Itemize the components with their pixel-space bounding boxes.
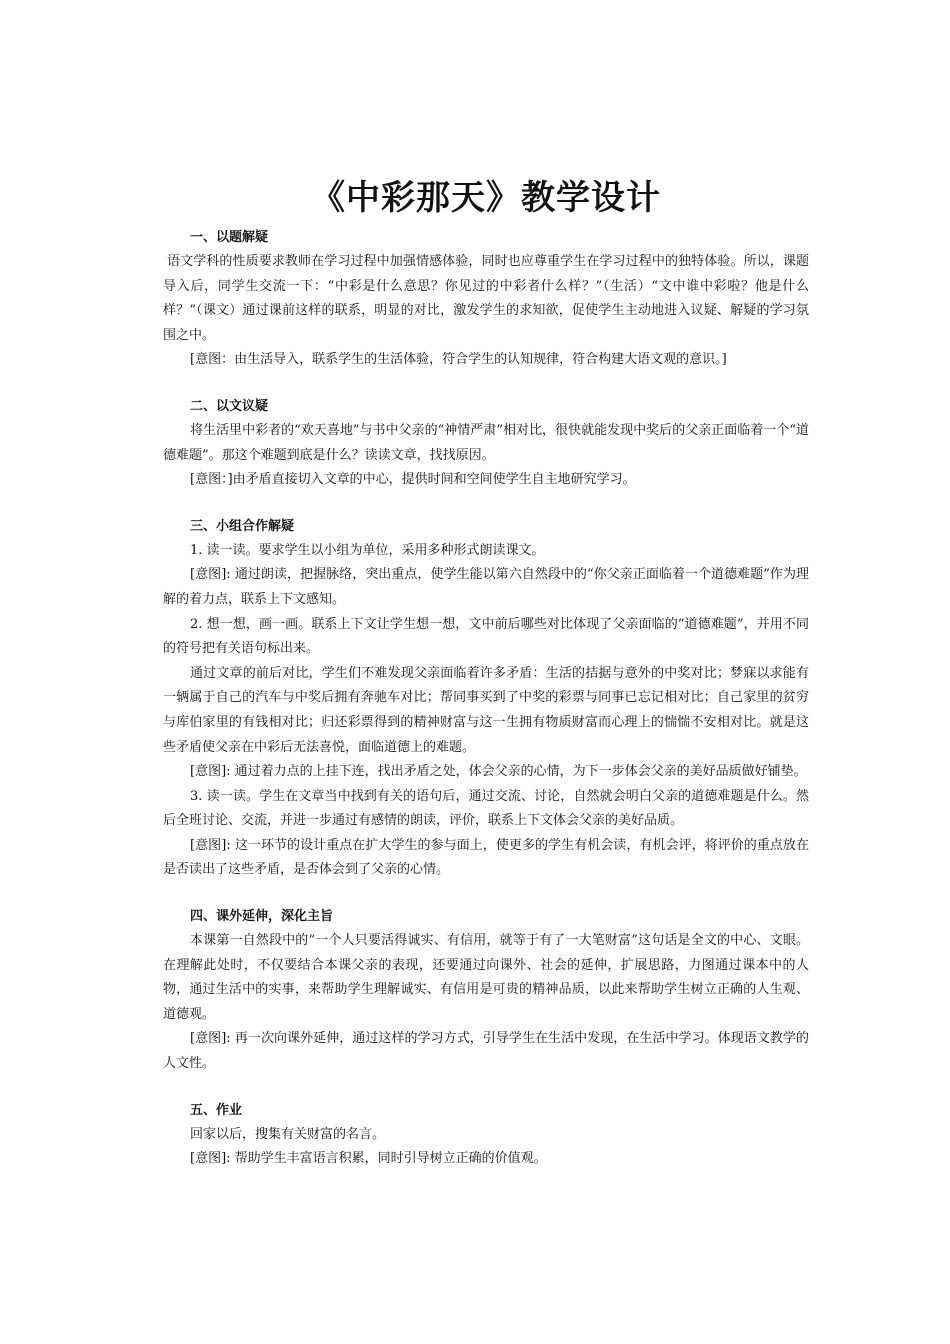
paragraph: 本课第一自然段中的“一个人只要活得诚实、有信用，就等于有了一大笔财富”这句话是全文的中心、文眼。在理解此处时，不仅要结合本课父亲的表现，还要通过向课外、社会的延伸，扩展思路，力图通过课本中的人物，通过生活中的实事，来帮助学生理解诚实、有信用是可贵的精神品质，以此来帮助学生树立正确的人生观、道德观。 [163, 933, 809, 1022]
section-2 [163, 395, 809, 493]
paragraph: 2. 想一想，画一画。联系上下文让学生想一想，文中前后哪些对比体现了父亲面临的“道德难题”，并用不同的符号把有关语句标出来。 [163, 616, 809, 657]
document-title: 《中彩那天》教学设计 [311, 178, 661, 218]
section-heading: 五、作业 [190, 1102, 243, 1118]
section-heading: 三、小组合作解疑 [190, 518, 295, 534]
section-3 [163, 515, 809, 883]
section-heading: 一、以题解疑 [190, 230, 269, 245]
paragraph: 通过文章的前后对比，学生们不难发现父亲面临着许多矛盾：生活的拮据与意外的中奖对比；梦寐以求能有一辆属于自己的汽车与中奖后拥有奔驰车对比；帮同事买到了中奖的彩票与同事已忘记相对比；自己家里的贫穷与库伯家里的有钱相对比；归还彩票得到的精神财富与这一生拥有物质财富而心理上的惴惴不安相对比。就是这些矛盾使父亲在中彩后无法喜悦，面临道德上的难题。 [163, 665, 809, 755]
intent-note: [意图：]由矛盾直接切入文章的中心，提供时间和空间使学生自主地研究学习。 [190, 472, 636, 488]
intent-note: [意图]: 通过朗读，把握脉络，突出重点，使学生能以第六自然段中的“你父亲正面临着一个道德难题”作为理解的着力点，联系上下文感知。 [163, 567, 809, 607]
section-1 [163, 226, 809, 373]
intent-note: [意图：由生活导入，联系学生的生活体验，符合学生的认知规律，符合构建大语文观的意识。] [190, 352, 727, 368]
intent-note: [意图]: 再一次向课外延伸，通过这样的学习方式，引导学生在生活中发现，在生活中学习。体现语文教学的人文性。 [163, 1031, 809, 1072]
paragraph: 3. 读一读。学生在文章当中找到有关的语句后，通过交流、讨论，自然就会明白父亲的道德难题是什么。然后全班讨论、交流，并进一步通过有感情的朗读，评价，联系上下文体会父亲的美好品质。 [163, 788, 809, 829]
section-heading: 四、课外延伸，深化主旨 [190, 909, 334, 925]
paragraph: 语文学科的性质要求教师在学习过程中加强情感体验，同时也应尊重学生在学习过程中的独特体验。所以，课题导入后，同学生交流一下：“中彩是什么意思？你见过的中彩者什么样？”（生活）“文中谁中彩啦？他是什么样？”（课文）通过课前这样的联系，明显的对比，激发学生的求知欲，促使学生主动地进入议疑、解疑的学习氛围之中。 [163, 254, 809, 343]
section-4 [163, 905, 809, 1077]
document-body [163, 172, 809, 1172]
section-heading: 二、以文议疑 [190, 398, 269, 414]
paragraph: 将生活里中彩者的“欢天喜地”与书中父亲的“神情严肃”相对比，很快就能发现中奖后的父亲正面临着一个“道德难题”。那这个难题到底是什么？读读文章，找找原因。 [163, 422, 809, 463]
intent-note: [意图]: 这一环节的设计重点在扩大学生的参与面上，使更多的学生有机会读，有机会评，将评价的重点放在是否读出了这些矛盾，是否体会到了父亲的心情。 [163, 837, 809, 878]
intent-note: [意图]: 通过着力点的上挂下连，找出矛盾之处，体会父亲的心情，为下一步体会父亲的美好品质做好铺垫。 [190, 764, 807, 780]
paragraph: 回家以后，搜集有关财富的名言。 [190, 1126, 386, 1142]
intent-note: [意图]: 帮助学生丰富语言积累，同时引导树立正确的价值观。 [190, 1151, 547, 1167]
paragraph: 1. 读一读。要求学生以小组为单位，采用多种形式朗读课文。 [190, 542, 545, 558]
section-5 [163, 1099, 809, 1172]
